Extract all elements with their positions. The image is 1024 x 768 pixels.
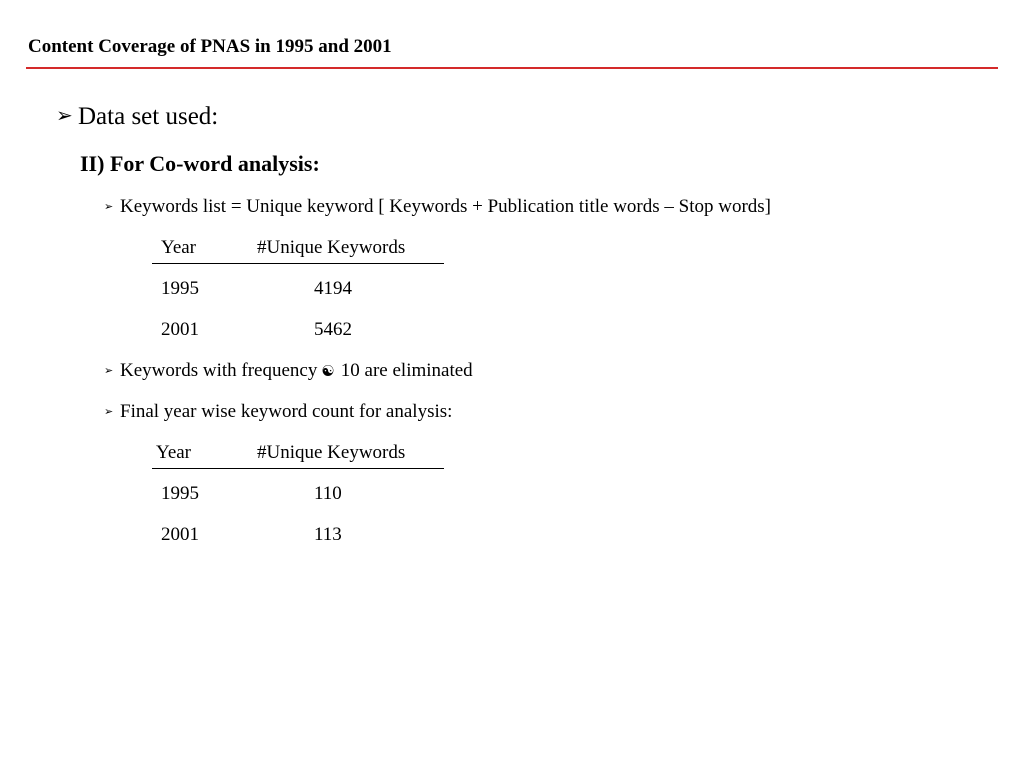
cell-year: 2001 [161, 319, 199, 340]
table-row [152, 469, 444, 510]
point-text-before: Keywords with frequency [120, 360, 318, 381]
cell-year: 2001 [161, 524, 199, 545]
slide-title: Content Coverage of PNAS in 1995 and 2001 [28, 36, 392, 57]
point-text-after: 10 are eliminated [340, 360, 473, 381]
header-year: Year [161, 237, 197, 258]
cell-count: 110 [314, 483, 342, 504]
cell-count: 4194 [314, 278, 352, 299]
arrow-bullet-icon: ➢ [104, 365, 114, 377]
arrow-bullet-icon: ➢ [104, 201, 114, 213]
cell-count: 113 [314, 524, 342, 545]
point-keywords-list [104, 196, 771, 218]
cell-year: 1995 [161, 278, 199, 299]
yin-yang-icon: ☯ [321, 362, 335, 380]
header-unique-keywords: #Unique Keywords [257, 237, 406, 258]
header-year: Year [156, 442, 192, 463]
table-row [152, 510, 444, 551]
table-header [152, 441, 444, 469]
arrow-bullet-icon: ➢ [56, 105, 73, 127]
point-text: Keywords list = Unique keyword [ Keywords + Publication title words – Stop words] [120, 196, 772, 217]
table-row [152, 305, 444, 346]
cell-count: 5462 [314, 319, 352, 340]
arrow-bullet-icon: ➢ [104, 406, 114, 418]
point-final-count [104, 401, 452, 423]
table-row [152, 264, 444, 305]
point-text: Final year wise keyword count for analysis: [120, 401, 453, 422]
unique-keywords-table [152, 236, 444, 346]
header-unique-keywords: #Unique Keywords [257, 442, 406, 463]
bullet-text: Data set used: [78, 103, 219, 130]
subheading-co-word: II) For Co-word analysis: [80, 151, 320, 176]
bullet-data-set-used [56, 103, 218, 131]
point-frequency-filter [104, 360, 473, 382]
cell-year: 1995 [161, 483, 199, 504]
table-header [152, 236, 444, 264]
title-divider [26, 67, 998, 69]
final-keywords-table [152, 441, 444, 551]
